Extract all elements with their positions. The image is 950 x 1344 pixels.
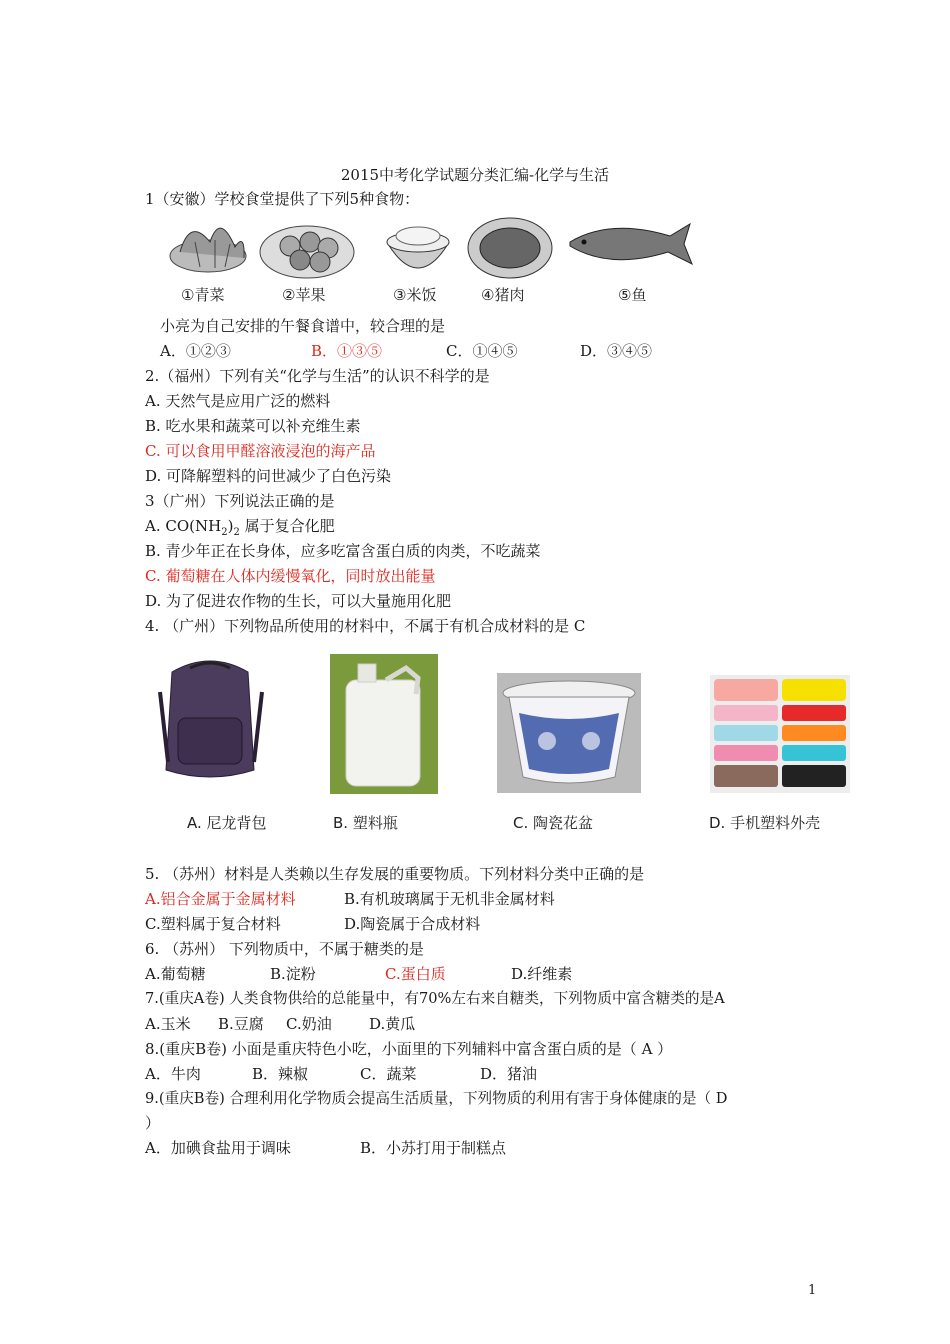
q8-stem: 8.(重庆B卷) 小面是重庆特色小吃，小面里的下列辅料中富含蛋白质的是（ A ）: [145, 1040, 673, 1058]
q4-caption-c: C. 陶瓷花盆: [513, 814, 594, 832]
food-caption-4: ④猪肉: [481, 286, 525, 304]
q9-stem-continued: ）: [145, 1114, 161, 1132]
q7-option-a: A.玉米: [145, 1015, 191, 1033]
q2-stem: 2.（福州）下列有关“化学与生活”的认识不科学的是: [145, 367, 490, 385]
q8-option-c: C．蔬菜: [360, 1065, 417, 1083]
q7-option-d: D.黄瓜: [369, 1015, 416, 1033]
rice-bowl-image: [387, 227, 449, 268]
food-caption-2: ②苹果: [282, 286, 326, 304]
page-title: 2015中考化学试题分类汇编-化学与生活: [340, 166, 610, 184]
q6-option-b: B.淀粉: [270, 965, 316, 983]
q9-option-b: B．小苏打用于制糕点: [360, 1139, 507, 1157]
apple-plate-image: [260, 226, 354, 278]
q8-option-d: D．猪油: [480, 1065, 538, 1083]
q5-option-c: C.塑料属于复合材料: [145, 915, 281, 933]
q4-caption-a: A. 尼龙背包: [187, 814, 267, 832]
phone-cases-image: [710, 675, 850, 793]
q7-option-b: B.豆腐: [218, 1015, 264, 1033]
food-caption-3: ③米饭: [393, 286, 437, 304]
q7-stem: 7.(重庆A卷) 人类食物供给的总能量中，有70%左右来自糖类，下列物质中富含糖类的是A: [145, 990, 725, 1007]
page-number: 1: [808, 1283, 817, 1298]
food-caption-5: ⑤鱼: [618, 286, 647, 304]
q7-option-c: C.奶油: [286, 1015, 332, 1033]
q1-option-c: C．①④⑤: [446, 342, 518, 360]
q5-option-a: A.铝合金属于金属材料: [145, 890, 296, 908]
q6-option-c: C.蛋白质: [385, 965, 446, 983]
q1-stem: 1（安徽）学校食堂提供了下列5种食物：: [145, 190, 420, 208]
q3-option-c: C. 葡萄糖在人体内缓慢氧化，同时放出能量: [145, 567, 436, 585]
q5-option-b: B.有机玻璃属于无机非金属材料: [344, 890, 555, 908]
q2-option-c: C. 可以食用甲醛溶液浸泡的海产品: [145, 442, 376, 460]
ceramic-pot-image: [497, 673, 641, 793]
q3-option-d: D. 为了促进农作物的生长，可以大量施用化肥: [145, 592, 452, 610]
vegetable-image: [170, 228, 246, 272]
q6-option-a: A.葡萄糖: [145, 965, 206, 983]
fish-image: [570, 224, 692, 264]
q3-stem: 3（广州）下列说法正确的是: [145, 492, 335, 510]
q8-option-a: A．牛肉: [145, 1065, 201, 1083]
food-illustrations: [160, 212, 700, 284]
q8-option-b: B．辣椒: [252, 1065, 309, 1083]
pork-plate-image: [468, 218, 552, 278]
q9-option-a: A．加碘食盐用于调味: [145, 1139, 291, 1157]
q1-question: 小亮为自己安排的午餐食谱中，较合理的是: [160, 317, 446, 335]
q9-stem: 9.(重庆B卷) 合理利用化学物质会提高生活质量，下列物质的利用有害于身体健康的是（ D: [145, 1090, 728, 1107]
q3-option-a: A. $CO(NH_2)_2$ 属于复合化肥: [145, 517, 335, 538]
q1-option-d: D．③④⑤: [580, 342, 653, 360]
q4-stem: 4. （广州）下列物品所使用的材料中，不属于有机合成材料的是 C: [145, 617, 586, 635]
q1-option-b: B．①③⑤: [311, 342, 383, 360]
q2-option-d: D. 可降解塑料的问世减少了白色污染: [145, 467, 392, 485]
q6-option-d: D.纤维素: [511, 965, 573, 983]
q6-stem: 6. （苏州） 下列物质中，不属于糖类的是: [145, 940, 424, 958]
plastic-bottle-image: [330, 654, 438, 794]
food-caption-1: ①青菜: [181, 286, 225, 304]
q3-option-b: B. 青少年正在长身体，应多吃富含蛋白质的肉类，不吃蔬菜: [145, 542, 541, 560]
backpack-image: [150, 652, 272, 786]
q5-stem: 5. （苏州）材料是人类赖以生存发展的重要物质。下列材料分类中正确的是: [145, 865, 645, 883]
q5-option-d: D.陶瓷属于合成材料: [344, 915, 481, 933]
q2-option-a: A. 天然气是应用广泛的燃料: [145, 392, 331, 410]
q2-option-b: B. 吃水果和蔬菜可以补充维生素: [145, 417, 361, 435]
q1-option-a: A．①②③: [160, 342, 231, 360]
q4-caption-d: D. 手机塑料外壳: [709, 814, 821, 832]
q4-caption-b: B. 塑料瓶: [333, 814, 398, 832]
